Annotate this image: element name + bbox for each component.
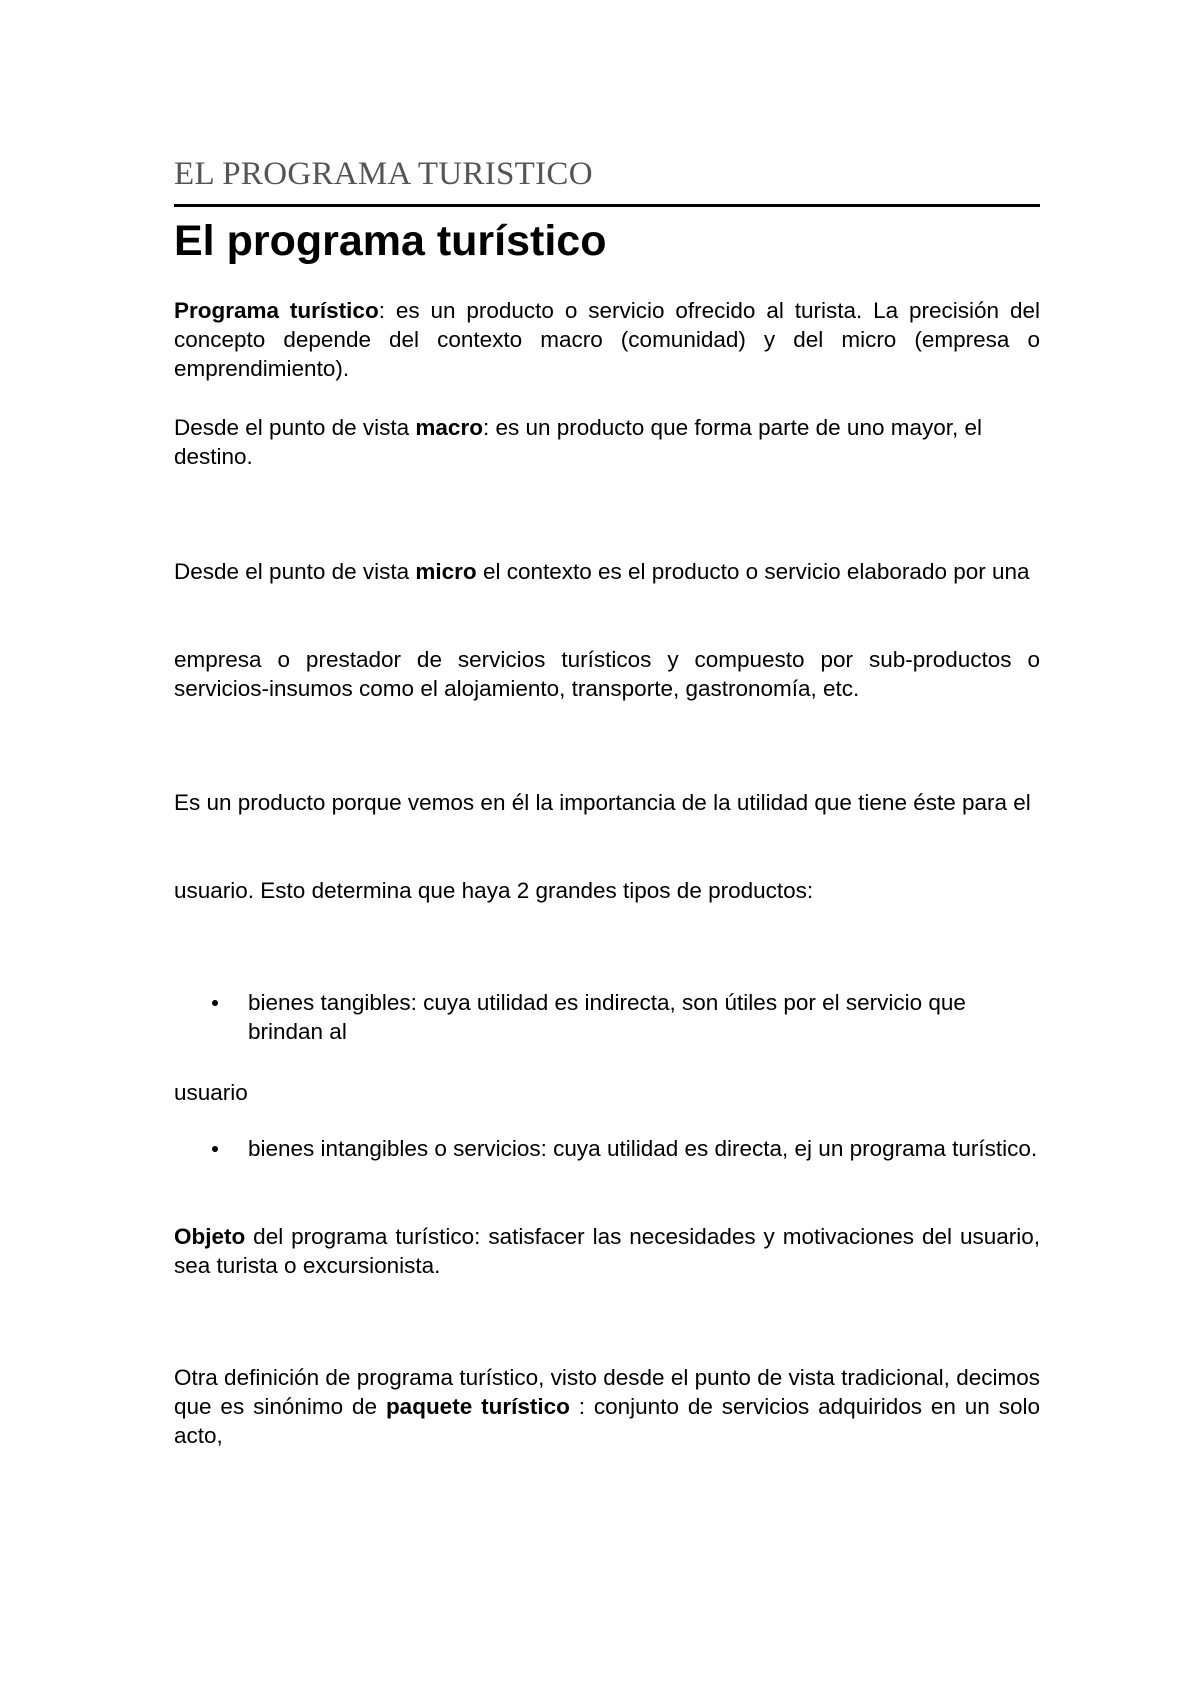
micro-paragraph (174, 557, 1040, 586)
macro-paragraph (174, 413, 1040, 471)
product-paragraph: Es un producto porque vemos en él la importancia de la utilidad que tiene éste para el (174, 790, 1031, 815)
bullet-text-intangible: bienes intangibles o servicios: cuya utilidad es directa, ej un programa turístico. (248, 1136, 1038, 1161)
package-lead: Otra definición de programa turístico, visto desde el punto de vista tradicional, decimos que es sinónimo de (174, 1365, 1040, 1419)
user-line: usuario (174, 1080, 248, 1105)
micro-lead: Desde el punto de vista (174, 559, 416, 584)
macro-term: macro (415, 415, 483, 440)
micro-term: micro (415, 559, 477, 584)
bullet-text-tangible: bienes tangibles: cuya utilidad es indirecta, son útiles por el servicio que brindan al (248, 990, 966, 1044)
definition-term: Programa turístico (174, 298, 379, 323)
bullet-icon (212, 1000, 218, 1006)
package-text: : conjunto de servicios adquiridos en un solo acto, (174, 1394, 1040, 1448)
package-term: paquete turístico (385, 1394, 570, 1419)
document-header: EL PROGRAMA TURISTICO (174, 156, 593, 192)
macro-lead: Desde el punto de vista (174, 415, 416, 440)
header-rule (174, 204, 1040, 207)
list-item (248, 1134, 1040, 1163)
micro-text: el contexto es el producto o servicio elaborado por una (476, 559, 1030, 584)
package-paragraph (174, 1363, 1040, 1450)
document-page (174, 0, 1040, 1696)
object-term: Objeto (174, 1224, 246, 1249)
object-paragraph (174, 1222, 1040, 1280)
page-title: El programa turístico (174, 217, 607, 265)
user-paragraph: usuario. Esto determina que haya 2 grandes tipos de productos: (174, 878, 814, 903)
macro-text: : es un producto que forma parte de uno mayor, el destino. (174, 415, 983, 469)
definition-paragraph (174, 296, 1040, 383)
bullet-icon (212, 1146, 218, 1152)
definition-text: : es un producto o servicio ofrecido al turista. La precisión del concepto depende del contexto macro (comunidad) y del micro (empresa o emprendimiento). (174, 298, 1040, 381)
list-item (248, 988, 1040, 1046)
company-paragraph: empresa o prestador de servicios turísticos y compuesto por sub-productos o servicios-insumos como el alojamiento, transporte, gastronomía, etc. (174, 647, 1040, 701)
object-text: del programa turístico: satisfacer las necesidades y motivaciones del usuario, sea turista o excursionista. (174, 1224, 1040, 1278)
